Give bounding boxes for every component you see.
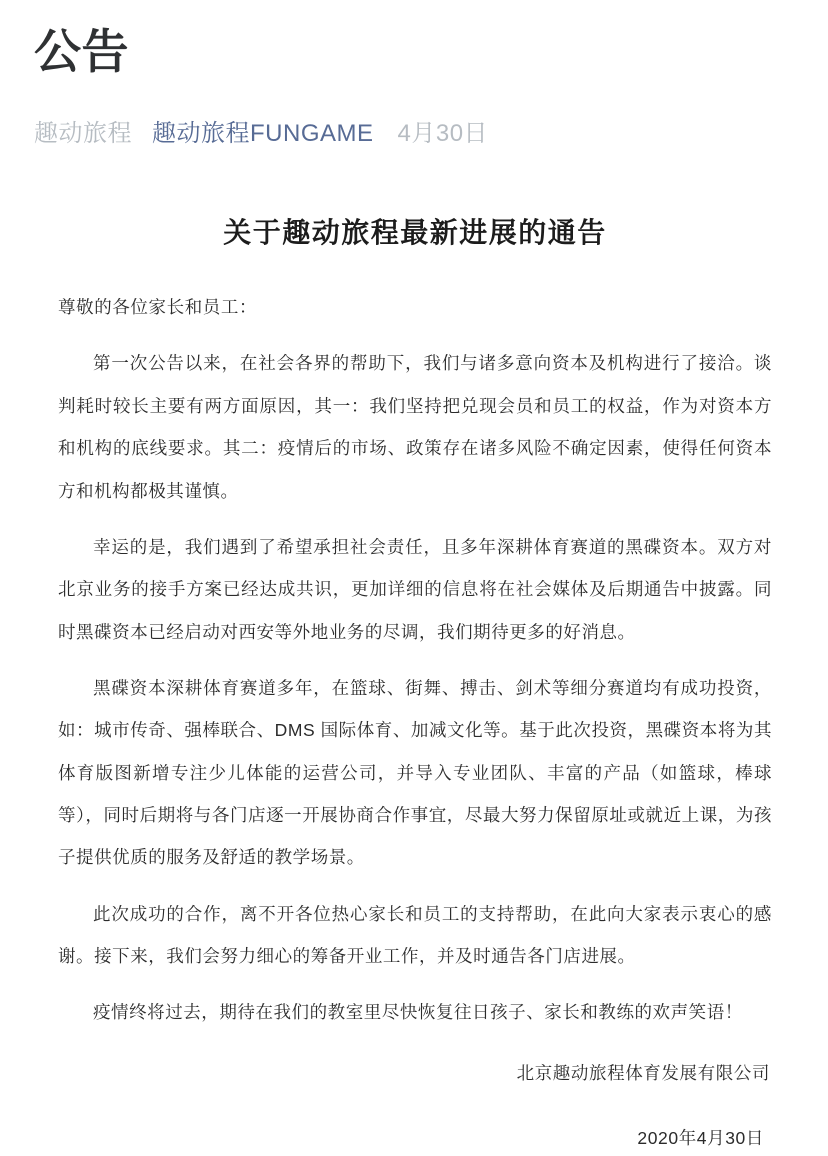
signature-date: 2020年4月30日 bbox=[637, 1127, 764, 1148]
page-title: 公告 bbox=[34, 25, 129, 78]
document-title: 关于趣动旅程最新进展的通告 bbox=[223, 218, 607, 250]
account-nickname-link[interactable]: 趣动旅程FUNGAME bbox=[152, 120, 374, 148]
body-paragraph: 第一次公告以来，在社会各界的帮助下，我们与诸多意向资本及机构进行了接洽。谈判耗时较长主要有两方面原因，其一：我们坚持把兑现会员和员工的权益，作为对资本方和机构的底线要求。其二：疫情后的市场、政策存在诸多风险不确定因素，使得任何资本方和机构都极其谨慎。 bbox=[58, 353, 772, 501]
salutation: 尊敬的各位家长和员工： bbox=[58, 296, 258, 317]
body-paragraph: 黑碟资本深耕体育赛道多年，在篮球、街舞、搏击、剑术等细分赛道均有成功投资，如：城市传奇、强棒联合、DMS 国际体育、加减文化等。基于此次投资，黑碟资本将为其体育版图新增专注少儿体能的运营公司，并导入专业团队、丰富的产品（如篮球，棒球等），同时后期将与各门店逐一开展协商合作事宜，尽最大努力保留原址或就近上课，为孩子提供优质的服务及舒适的教学场景。 bbox=[58, 677, 772, 868]
article-body bbox=[0, 216, 828, 1155]
article-header bbox=[0, 0, 828, 148]
article-meta-row bbox=[34, 113, 794, 148]
signature-company: 北京趣动旅程体育发展有限公司 bbox=[516, 1062, 770, 1083]
body-paragraph: 疫情终将过去，期待在我们的教室里尽快恢复往日孩子、家长和教练的欢声笑语！ bbox=[93, 1002, 743, 1023]
body-paragraph: 此次成功的合作，离不开各位热心家长和员工的支持帮助，在此向大家表示衷心的感谢。接下来，我们会努力细心的筹备开业工作，并及时通告各门店进展。 bbox=[58, 903, 772, 966]
publish-date: 4月30日 bbox=[397, 120, 489, 148]
body-paragraph: 幸运的是，我们遇到了希望承担社会责任，且多年深耕体育赛道的黑碟资本。双方对北京业务的接手方案已经达成共识，更加详细的信息将在社会媒体及后期通告中披露。同时黑碟资本已经启动对西安等外地业务的尽调，我们期待更多的好消息。 bbox=[58, 536, 772, 642]
account-name: 趣动旅程 bbox=[34, 120, 132, 148]
signature-block bbox=[58, 1056, 772, 1156]
